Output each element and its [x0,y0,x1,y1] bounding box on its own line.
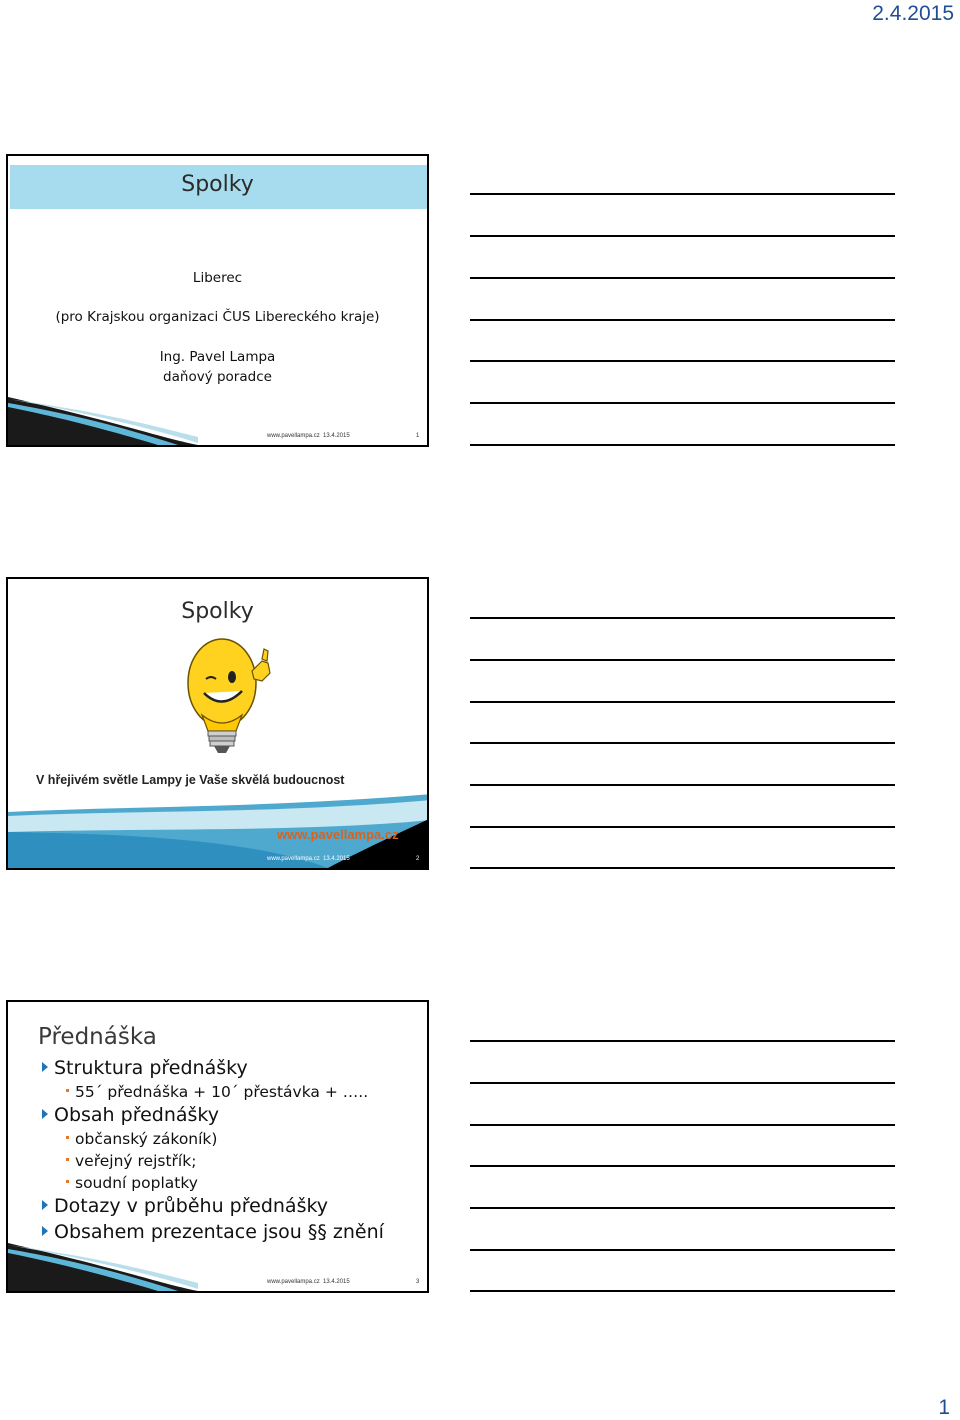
bullet-dot-icon [66,1089,69,1092]
bullet-dot-icon [66,1180,69,1183]
note-line [470,360,895,362]
print-date: 2.4.2015 [872,2,954,25]
footer-slide-number: 3 [416,1279,420,1285]
slide-text-author: Ing. Pavel Lampa [159,349,276,365]
note-line [470,784,895,786]
note-line [470,701,895,703]
note-line [470,444,895,446]
note-line [470,742,895,744]
note-line [470,1207,895,1209]
note-line [470,193,895,195]
slide-title: Přednáška [38,1024,157,1050]
sub-bullet-item: veřejný rejstřík; [66,1152,196,1170]
footer-date: 13.4.2015 [323,433,350,439]
slide-title: Spolky [181,599,254,624]
bullet-arrow-icon [42,1226,48,1236]
footer-url: www.pavellampa.cz [267,433,320,439]
footer-date: 13.4.2015 [323,1279,350,1285]
slide-text-role: daňový poradce [163,369,272,385]
lightbulb-mascot-icon [178,631,278,759]
note-line [470,1040,895,1042]
note-line [470,235,895,237]
slide-thumbnail-1 [6,154,429,447]
footer-date: 13.4.2015 [323,856,350,862]
note-line [470,402,895,404]
slide-thumbnail-3 [6,1000,429,1293]
sub-bullet-item: občanský zákoník) [66,1130,217,1148]
bullet-arrow-icon [42,1200,48,1210]
bullet-item: Obsahem prezentace jsou §§ znění [42,1221,384,1243]
bullet-item: Dotazy v průběhu přednášky [42,1195,328,1217]
website-url: www.pavellampa.cz [277,827,399,842]
sub-bullet-item: 55´ přednáška + 10´ přestávka + ….. [66,1083,368,1101]
note-line [470,1124,895,1126]
note-line [470,277,895,279]
note-line [470,826,895,828]
slide-footer [8,1278,427,1288]
slide-text-organization: (pro Krajskou organizaci ČUS Libereckého kraje) [55,309,380,325]
bullet-item: Obsah přednášky [42,1104,219,1126]
note-line [470,1165,895,1167]
sub-bullet-item: soudní poplatky [66,1174,198,1192]
slide-tagline: V hřejivém světle Lampy je Vaše skvělá budoucnost [36,773,345,787]
slide-thumbnail-2 [6,577,429,870]
bullet-arrow-icon [42,1062,48,1072]
note-line [470,1082,895,1084]
slide-footer [8,432,427,442]
note-line [470,319,895,321]
bullet-dot-icon [66,1158,69,1161]
note-line [470,1249,895,1251]
slide-text-city: Liberec [192,270,243,286]
footer-url: www.pavellampa.cz [267,856,320,862]
bullet-item: Struktura přednášky [42,1057,248,1079]
footer-slide-number: 1 [416,433,420,439]
note-line [470,617,895,619]
footer-slide-number: 2 [416,856,420,862]
bullet-arrow-icon [42,1109,48,1119]
note-line [470,1290,895,1292]
note-line [470,867,895,869]
slide-footer [8,855,427,865]
footer-url: www.pavellampa.cz [267,1279,320,1285]
page-number: 1 [938,1396,950,1419]
note-line [470,659,895,661]
bullet-dot-icon [66,1136,69,1139]
slide-title: Spolky [181,172,254,197]
